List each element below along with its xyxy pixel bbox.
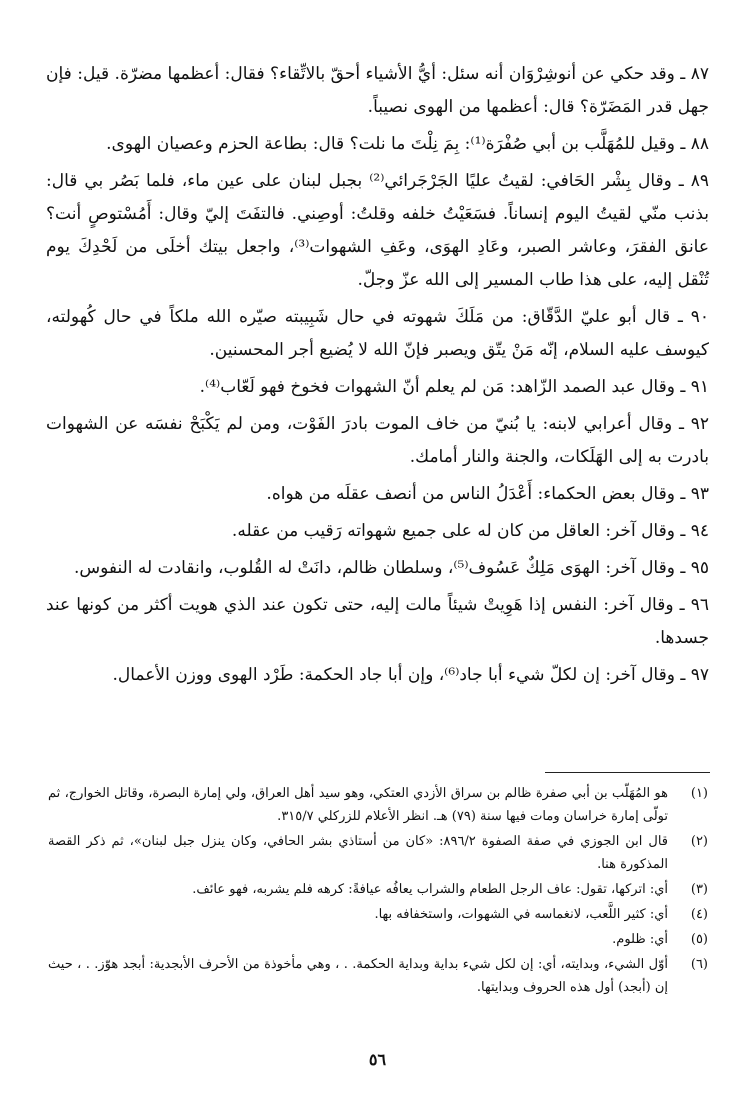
footnote-text: هو المُهَلّب بن أبي صفرة ظالم بن سراق الأزدي العتكي، وهو سيد أهل العراق، ولي إمارة البصرة، وقاتل الخوارج، ثم تولّى إمارة خراسان ومات فيها سنة (٧٩) هـ. انظر الأعلام للزركلي ٣١٥/٧. [48,786,668,824]
paragraph-92: ٩٢ ـ وقال أعرابي لابنه: يا بُنيّ من خاف الموت بادرَ الفَوْت، ومن لم يَكْبَحْ نفسَه عن الشهوات بادرت به إلى الهَلَكات، والجنة والنار أمامك. [46,414,709,467]
footnote-number: (٥) [690,932,708,947]
paragraph-96: ٩٦ ـ وقال آخر: النفس إذا هَوِيتْ شيئاً مالت إليه، حتى تكون عند الذي هويت أكثر من كونها عند جسدها. [46,595,709,648]
paragraph-90: ٩٠ ـ قال أبو عليّ الدَّقّاق: من مَلَكَ شهوته في حال شَبِيبته صيّره الله ملكاً في حال كُهولته، كيوسف عليه السلام، إنّه مَنْ يتّق ويصبر فإنّ الله لا يُضيع أجر المحسنين. [46,307,709,360]
footnote-4 [48,903,708,926]
paragraph-97: ٩٧ ـ وقال آخر: إن لكلّ شيء أبا جاد⁽⁶⁾، وإن أبا جاد الحكمة: طَرْد الهوى ووزن الأعمال. [112,665,709,685]
footnote-6 [48,953,708,999]
paragraph-89: ٨٩ ـ وقال بِشْر الحَافي: لقيتُ عليًا الجَرْجَرائي⁽²⁾ بجبل لبنان على عين ماء، فلما بَصُر بي قال: بذنب منّي لقيتُ اليوم إنساناً. فسَعَيْتُ خلفه وقلتُ: أوصِني. فالتفَتَ إليّ وقال: أَمُسْتوصٍ أنت؟ عانق الفقرَ، وعاشر الصبر، وعَادِ الهوَى، وعَفِ الشهوات⁽³⁾، واجعل بيتك أخلَى من لَحْدِكَ يوم تُنْقل إليه، على هذا طاب المسير إلى الله عزّ وجلّ. [46,171,709,290]
footnote-text: قال ابن الجوزي في صفة الصفوة ٨٩٦/٢: «كان من أستاذي بشر الحافي، وكان ينزل جبل لبنان»، ثم ذكر القصة المذكورة هنا. [48,834,668,872]
footnotes [48,782,708,1001]
footnote-number: (٢) [690,834,708,849]
footnote-number: (٦) [690,957,708,972]
footnote-text: أوّل الشيء، وبدايته، أي: إن لكل شيء بداية وبداية الحكمة. . ، وهي مأخوذة من الأحرف الأبجدية: أبجد هوّز. . ، حيث إن (أبجد) أول هذه الحروف وبدايتها. [48,957,668,995]
footnote-number: (١) [690,786,708,801]
footnote-3 [48,878,708,901]
paragraph-87: ٨٧ ـ وقد حكي عن أنوشِرْوَان أنه سئل: أيُّ الأشياء أحقّ بالاتِّقاء؟ فقال: أعظمها مضرّة. قيل: فإن جهل قدر المَضَرّة؟ قال: أعظمها من الهوى نصيباً. [46,64,709,117]
footnote-text: أي: ظلوم. [612,932,668,947]
page-number: ٥٦ [368,1050,387,1069]
footnote-number: (٤) [690,907,708,922]
footnote-5 [48,928,708,951]
footnote-text: أي: كثير اللَّعب، لانغماسه في الشهوات، واستخفافه بها. [374,907,668,922]
paragraph-88: ٨٨ ـ وقيل للمُهَلَّب بن أبي صُفْرَة⁽¹⁾: بِمَ نِلْتَ ما نلت؟ قال: بطاعة الحزم وعصيان الهوى. [106,134,709,154]
paragraph-94: ٩٤ ـ وقال آخر: العاقل من كان له على جميع شهواته رَقيب من عقله. [231,521,709,541]
paragraph-91: ٩١ ـ وقال عبد الصمد الزّاهد: مَن لم يعلم أنّ الشهوات فخوخ فهو لَعّاب⁽⁴⁾. [199,377,709,397]
footnote-1 [48,782,708,828]
footnote-text: أي: اتركها، تقول: عاف الرجل الطعام والشراب يعافُه عيافةً: كرهه فلم يشربه، فهو عائف. [192,882,668,897]
footnote-2 [48,830,708,876]
footnote-number: (٣) [690,882,708,897]
footnote-separator [545,772,710,773]
main-text [46,58,709,696]
paragraph-93: ٩٣ ـ وقال بعض الحكماء: أَعْدَلُ الناس من أنصف عقلَه من هواه. [266,484,709,504]
paragraph-95: ٩٥ ـ وقال آخر: الهوَى مَلِكٌ عَسُوف⁽⁵⁾، وسلطان ظالم، دانَتْ له القُلوب، وانقادت له النفوس. [73,558,709,578]
